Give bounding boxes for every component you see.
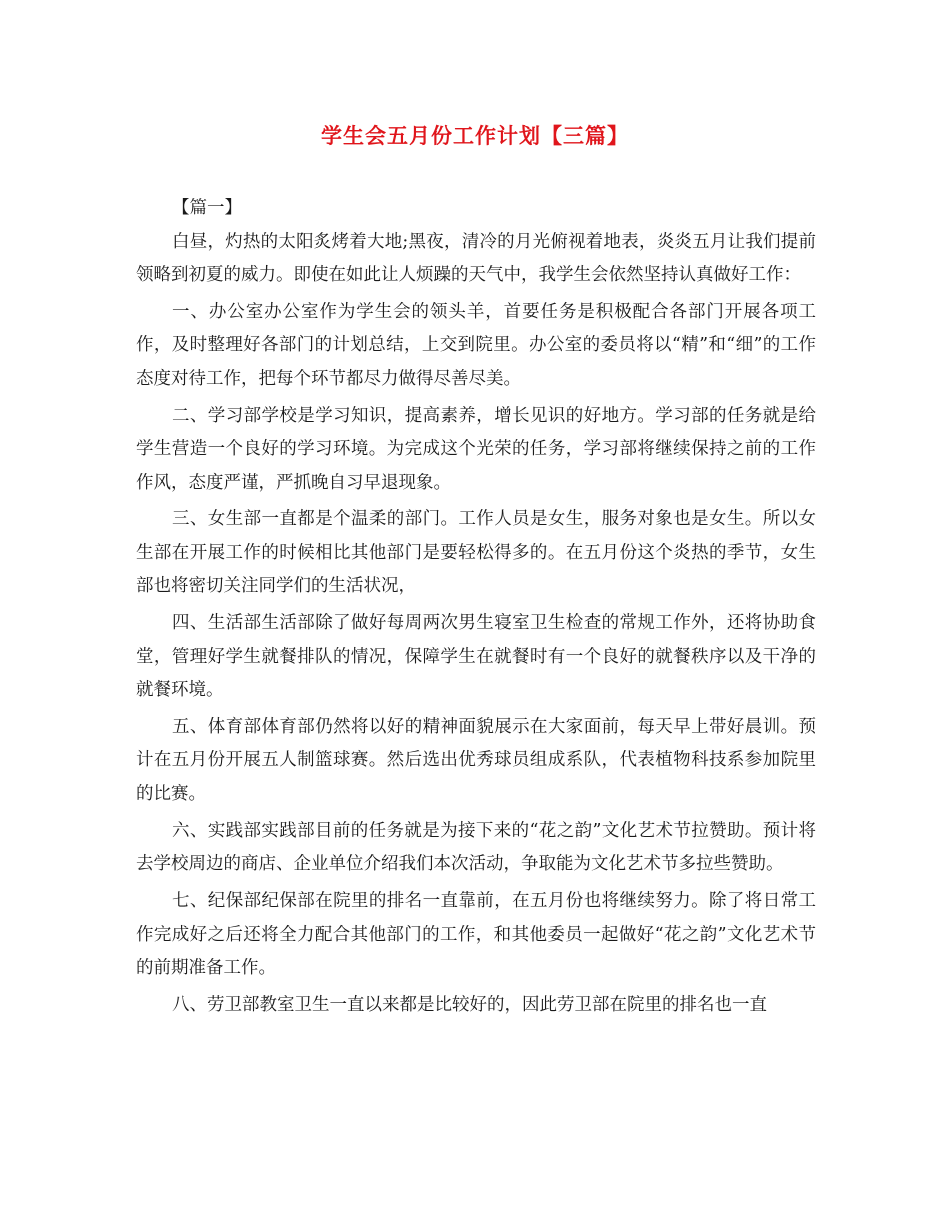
paragraph-sports-dept: 五、体育部体育部仍然将以好的精神面貌展示在大家面前，每天早上带好晨训。预计在五月份开展五人制篮球赛。然后选出优秀球员组成系队，代表植物科技系参加院里的比赛。 [136,716,816,804]
section-label: 【篇一】 [172,198,242,218]
paragraph-discipline-dept: 七、纪保部纪保部在院里的排名一直靠前，在五月份也将继续努力。除了将日常工作完成好之后还将全力配合其他部门的工作，和其他委员一起做好“花之韵”文化艺术节的前期准备工作。 [136,891,816,979]
document-title: 学生会五月份工作计划【三篇】 [321,123,629,148]
paragraph-study-dept: 二、学习部学校是学习知识，提高素养，增长见识的好地方。学习部的任务就是给学生营造一个良好的学习环境。为完成这个光荣的任务，学习部将继续保持之前的工作作风，态度严谨，严抓晚自习早退现象。 [136,405,816,493]
paragraph-life-dept: 四、生活部生活部除了做好每周两次男生寝室卫生检查的常规工作外，还将协助食堂，管理好学生就餐排队的情况，保障学生在就餐时有一个良好的就餐秩序以及干净的就餐环境。 [136,613,816,701]
paragraph-intro: 白昼，灼热的太阳炙烤着大地;黑夜，清冷的月光俯视着地表，炎炎五月让我们提前领略到初夏的威力。即使在如此让人烦躁的天气中，我学生会依然坚持认真做好工作： [136,231,816,285]
document-body [136,192,816,1026]
paragraph-labor-dept: 八、劳卫部教室卫生一直以来都是比较好的，因此劳卫部在院里的排名也一直 [172,994,767,1015]
paragraph-practice-dept: 六、实践部实践部目前的任务就是为接下来的“花之韵”文化艺术节拉赞助。预计将去学校周边的商店、企业单位介绍我们本次活动，争取能为文化艺术节多拉些赞助。 [136,820,816,875]
paragraph-office: 一、办公室办公室作为学生会的领头羊，首要任务是积极配合各部门开展各项工作，及时整理好各部门的计划总结，上交到院里。办公室的委员将以“精”和“细”的工作态度对待工作，把每个环节都尽力做得尽善尽美。 [136,301,816,389]
paragraph-female-dept: 三、女生部一直都是个温柔的部门。工作人员是女生，服务对象也是女生。所以女生部在开展工作的时候相比其他部门是要轻松得多的。在五月份这个炎热的季节，女生部也将密切关注同学们的生活状况， [136,509,816,597]
